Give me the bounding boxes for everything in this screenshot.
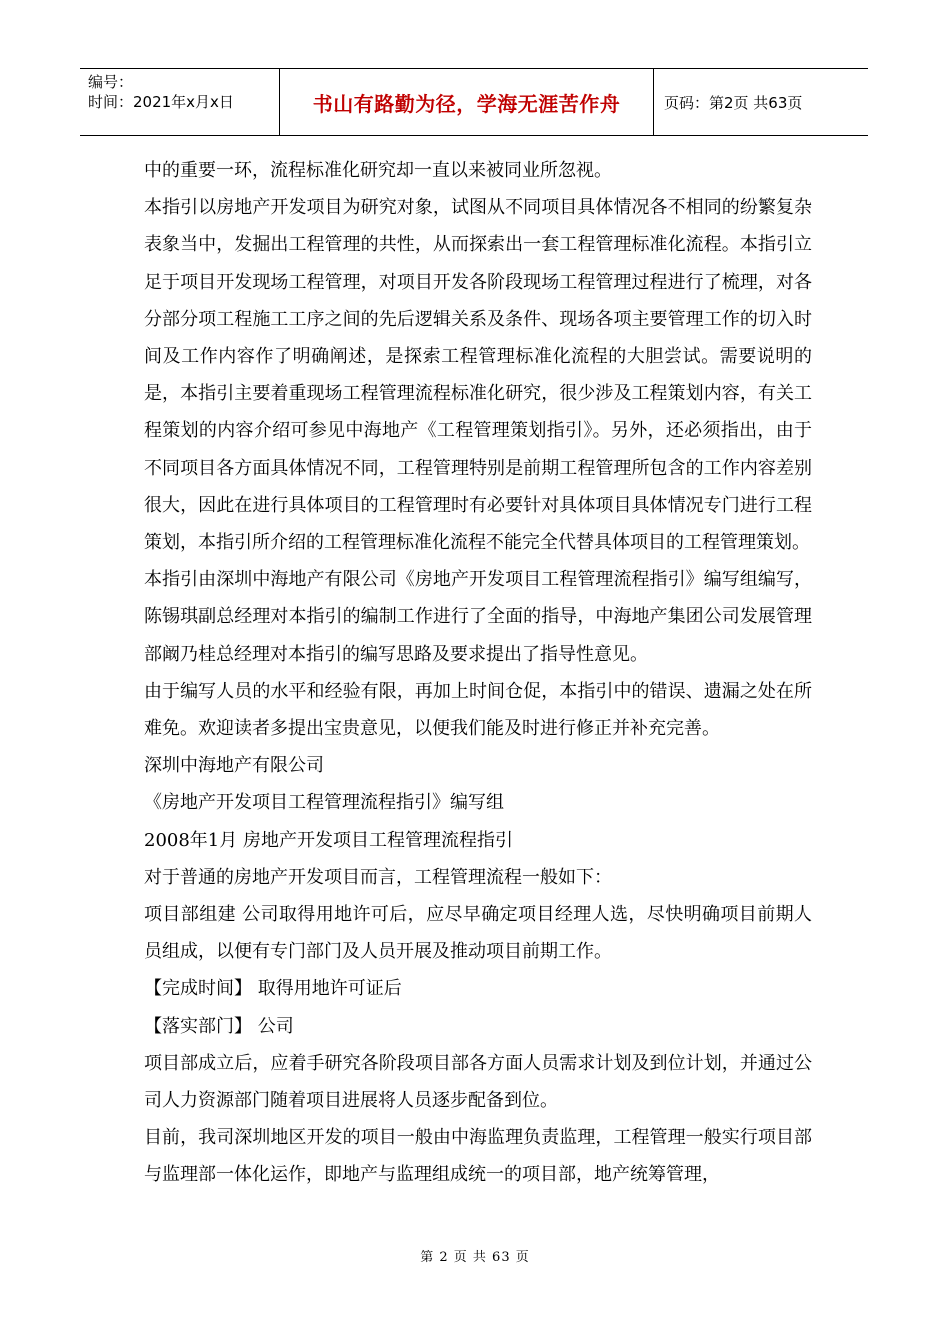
page-header (80, 68, 868, 136)
paragraph: 2008年1月 房地产开发项目工程管理流程指引 (144, 829, 513, 851)
paragraph: 中的重要一环，流程标准化研究却一直以来被同业所忽视。 (144, 160, 612, 181)
header-meta (80, 69, 280, 135)
paragraph: 项目部成立后，应着手研究各阶段项目部各方面人员需求计划及到位计划，并通过公司人力资源部门随着项目进展将人员逐步配备到位。 (144, 1052, 812, 1112)
paragraph: 【落实部门】 公司 (144, 1015, 294, 1037)
paragraph: 《房地产开发项目工程管理流程指引》编写组 (144, 792, 504, 814)
paragraph: 对于普通的房地产开发项目而言，工程管理流程一般如下： (144, 866, 612, 888)
paragraph: 【完成时间】 取得用地许可证后 (144, 978, 402, 1000)
paragraph: 本指引由深圳中海地产有限公司《房地产开发项目工程管理流程指引》编写组编写，陈锡琪副总经理对本指引的编制工作进行了全面的指导，中海地产集团公司发展管理部阚乃桂总经理对本指引的编写思路及要求提出了指导性意见。 (144, 569, 812, 665)
paragraph: 本指引以房地产开发项目为研究对象，试图从不同项目具体情况各不相同的纷繁复杂表象当中，发掘出工程管理的共性，从而探索出一套工程管理标准化流程。本指引立足于项目开发现场工程管理，对项目开发各阶段现场工程管理过程进行了梳理，对各分部分项工程施工工序之间的先后逻辑关系及条件、现场各项主要管理工作的切入时间及工作内容作了明确阐述，是探索工程管理标准化流程的大胆尝试。需要说明的是，本指引主要着重现场工程管理流程标准化研究，很少涉及工程策划内容，有关工程策划的内容介绍可参见中海地产《工程管理策划指引》。另外，还必须指出，由于不同项目各方面具体情况不同，工程管理特别是前期工程管理所包含的工作内容差别很大，因此在进行具体项目的工程管理时有必要针对具体项目具体情况专门进行工程策划，本指引所介绍的工程管理标准化流程不能完全代替具体项目的工程管理策划。 (144, 197, 812, 554)
paragraph: 目前，我司深圳地区开发的项目一般由中海监理负责监理，工程管理一般实行项目部与监理部一体化运作，即地产与监理组成统一的项目部，地产统筹管理， (144, 1127, 812, 1186)
paragraph: 项目部组建 公司取得用地许可后，应尽早确定项目经理人选，尽快明确项目前期人员组成，以便有专门部门及人员开展及推动项目前期工作。 (144, 904, 812, 963)
document-number-label: 编号： (88, 73, 134, 91)
header-page-info: 页码：第2页 共63页 (664, 93, 803, 112)
paragraph: 由于编写人员的水平和经验有限，再加上时间仓促，本指引中的错误、遗漏之处在所难免。欢迎读者多提出宝贵意见，以便我们能及时进行修正并补充完善。 (144, 680, 812, 740)
document-body (144, 152, 812, 1194)
page-footer: 第 2 页 共 63 页 (420, 1250, 530, 1265)
document-time-label: 时间：2021年x月x日 (88, 93, 234, 111)
header-motto: 书山有路勤为径，学海无涯苦作舟 (280, 69, 654, 135)
paragraph: 深圳中海地产有限公司 (144, 755, 324, 777)
